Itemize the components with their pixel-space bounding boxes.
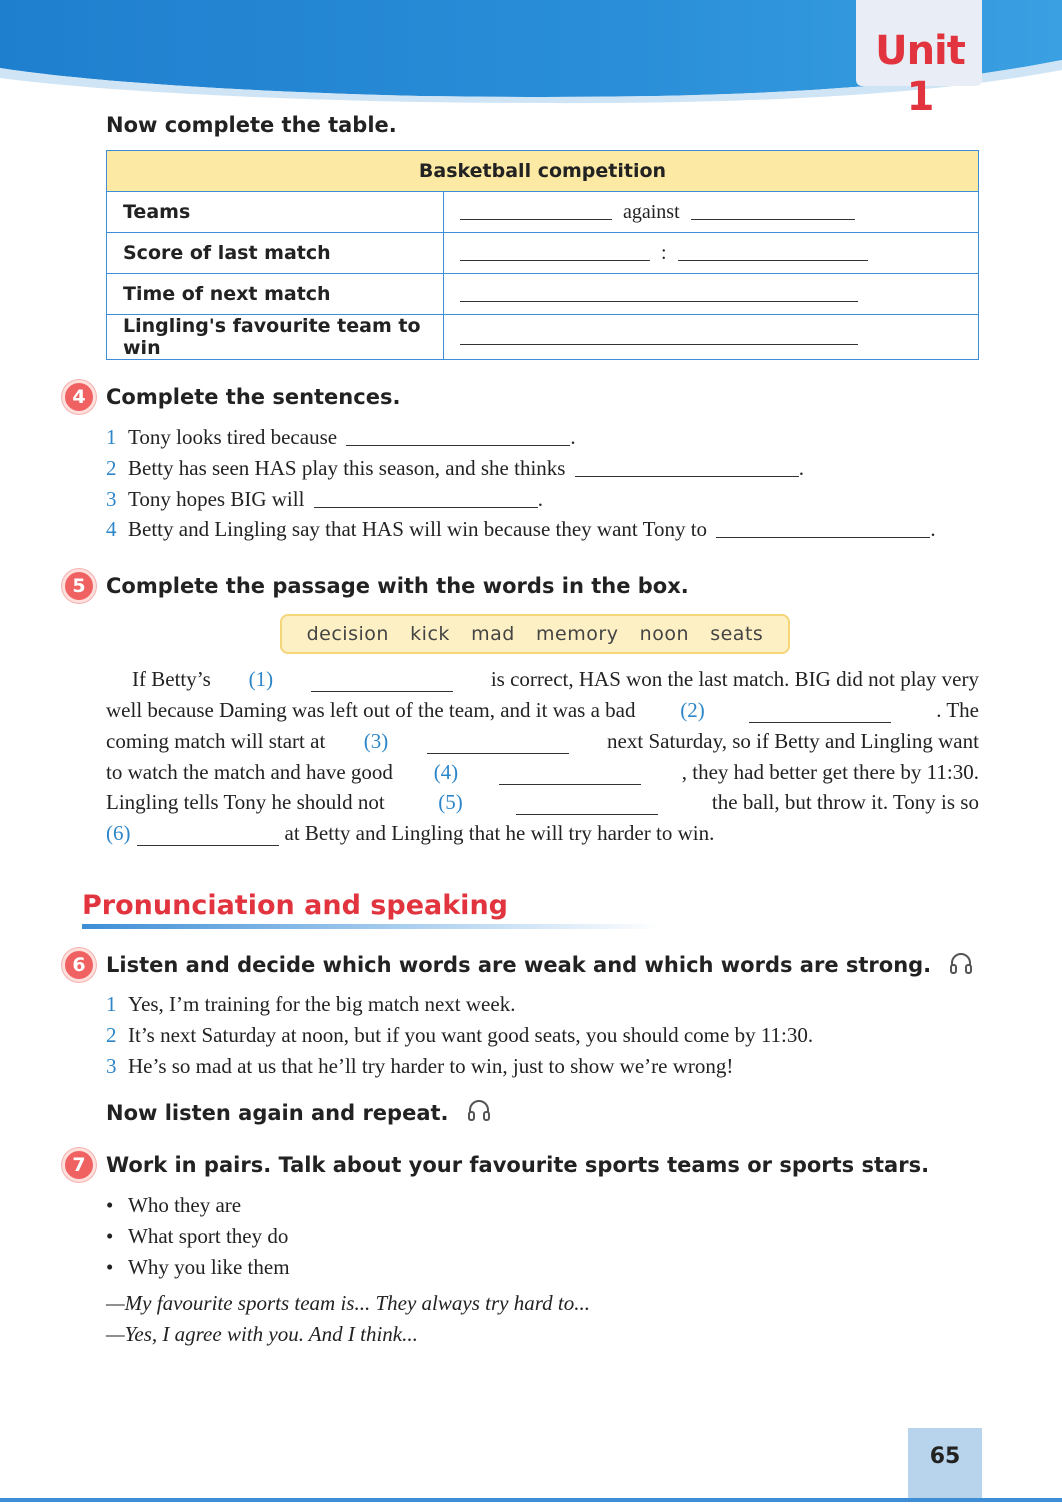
passage-line: well because Daming was left out of the team, and it was a bad (2) . The	[106, 698, 979, 722]
passage-line: If Betty’s (1) is correct, HAS won the last match. BIG did not play very	[132, 667, 979, 691]
page-number: 65	[929, 1444, 961, 1469]
unit-label: Unit 1	[875, 28, 965, 120]
answer-blank[interactable]	[499, 760, 641, 785]
pronunciation-item: 1 Yes, I’m training for the big match next week.	[106, 992, 516, 1016]
pronunciation-item: 2 It’s next Saturday at noon, but if you want good seats, you should come by 11:30.	[106, 1023, 814, 1047]
headphones-icon[interactable]	[949, 951, 973, 979]
row-label: Teams	[107, 192, 444, 233]
exercise-4-heading	[62, 380, 400, 414]
word-option: mad	[471, 623, 515, 645]
answer-blank[interactable]	[314, 507, 538, 508]
table-title: Basketball competition	[107, 151, 979, 192]
exercise-6-heading	[62, 948, 973, 982]
word-option: memory	[536, 623, 619, 645]
headphones-icon[interactable]	[467, 1098, 491, 1127]
sentence-item: 2 Betty has seen HAS play this season, and she thinks .	[106, 456, 804, 480]
answer-blank[interactable]	[716, 537, 930, 538]
section-rule	[82, 924, 662, 929]
exercise-title: Complete the passage with the words in the box.	[106, 574, 689, 598]
competition-table	[106, 150, 979, 360]
exercise-5-heading	[62, 569, 689, 603]
exercise-number-badge: 4	[62, 380, 96, 414]
row-label: Time of next match	[107, 274, 444, 315]
word-option: decision	[306, 623, 389, 645]
table-row	[107, 233, 979, 274]
answer-cell[interactable]	[444, 315, 979, 360]
answer-blank[interactable]	[137, 821, 279, 846]
dialogue-line: —Yes, I agree with you. And I think...	[106, 1322, 418, 1346]
answer-blank[interactable]	[311, 667, 453, 692]
passage-line: to watch the match and have good (4) , they had better get there by 11:30.	[106, 760, 979, 784]
exercise-number-badge: 7	[62, 1148, 96, 1182]
bullet-item: • What sport they do	[106, 1224, 289, 1248]
sentence-item: 3 Tony hopes BIG will .	[106, 487, 543, 511]
table-row	[107, 274, 979, 315]
table-intro: Now complete the table.	[106, 113, 397, 137]
answer-blank[interactable]	[749, 698, 891, 723]
answer-blank[interactable]	[346, 445, 570, 446]
repeat-instruction: Now listen again and repeat.	[106, 1098, 491, 1127]
passage-line: (6) at Betty and Lingling that he will try harder to win.	[106, 821, 715, 845]
pronunciation-item: 3 He’s so mad at us that he’ll try harder to win, just to show we’re wrong!	[106, 1054, 734, 1078]
row-label: Score of last match	[107, 233, 444, 274]
word-option: noon	[639, 623, 689, 645]
passage-line: Lingling tells Tony he should not (5) the ball, but throw it. Tony is so	[106, 790, 979, 814]
row-label: Lingling's favourite team to win	[107, 315, 444, 360]
word-box	[280, 614, 790, 654]
word-option: seats	[710, 623, 764, 645]
against-word: against	[623, 200, 680, 223]
answer-blank[interactable]	[427, 729, 569, 754]
bullet-item: • Who they are	[106, 1193, 242, 1217]
exercise-number-badge: 5	[62, 569, 96, 603]
answer-blank[interactable]	[575, 476, 799, 477]
answer-cell[interactable]	[444, 274, 979, 315]
exercise-number-badge: 6	[62, 948, 96, 982]
exercise-title: Complete the sentences.	[106, 385, 401, 409]
table-row	[107, 315, 979, 360]
bottom-rule	[0, 1498, 1062, 1502]
table-row	[107, 192, 979, 233]
passage-line: coming match will start at (3) next Saturday, so if Betty and Lingling want	[106, 729, 979, 753]
exercise-title: Work in pairs. Talk about your favourite sports teams or sports stars.	[106, 1153, 930, 1177]
sentence-item: 1 Tony looks tired because .	[106, 425, 576, 449]
bullet-item: • Why you like them	[106, 1255, 290, 1279]
word-option: kick	[410, 623, 450, 645]
dialogue-line: —My favourite sports team is... They always try hard to...	[106, 1291, 590, 1315]
answer-cell[interactable]	[444, 192, 979, 233]
exercise-title: Listen and decide which words are weak and which words are strong.	[106, 953, 932, 977]
exercise-7-heading	[62, 1148, 929, 1182]
answer-cell[interactable]	[444, 233, 979, 274]
section-heading: Pronunciation and speaking	[82, 890, 508, 921]
answer-blank[interactable]	[516, 790, 658, 815]
sentence-item: 4 Betty and Lingling say that HAS will win because they want Tony to .	[106, 517, 936, 541]
score-colon: :	[661, 241, 667, 264]
